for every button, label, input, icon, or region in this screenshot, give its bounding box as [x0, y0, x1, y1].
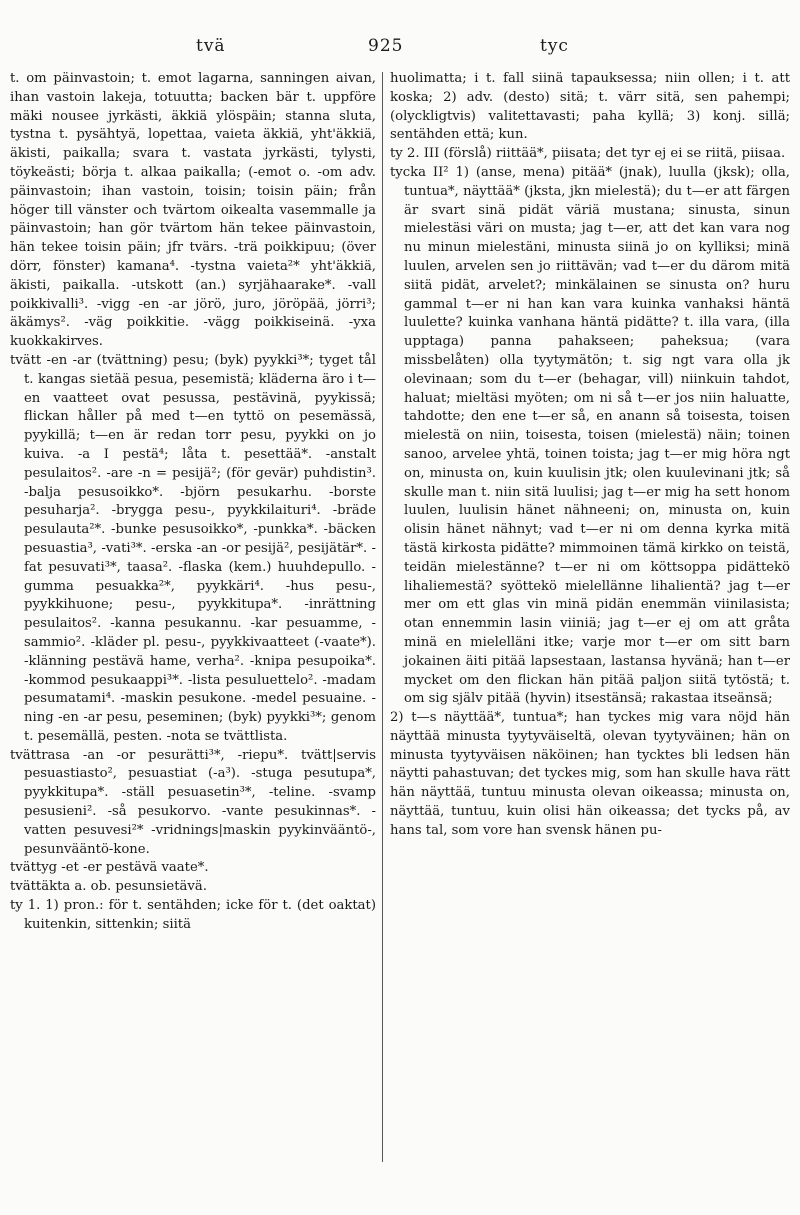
entry-tvattyg: tvättyg -et -er pestävä vaate*.	[10, 860, 209, 876]
entry-tvatt: tvätt -en -ar (tvättning) pesu; (byk) pyykki³*; tyget tål t. kangas sietää pesua, pesemistä; kläderna äro i t—en vaatteet ovat pesussa, pestävinä, pyykissä; flickan håller på med t—en tyttö on pesemässä, pyykillä; t—en är redan torr pesu, pyykki on jo kuiva. -a I pestä⁴; låta t. pesettää*. -anstalt pesulaitos². -are -n = pesijä²; (för gevär) puhdistin³. -balja pesusoikko*. -björn pesukarhu. -borste pesuharja². -brygga pesu-, pyykkilaituri⁴. -bräde pesulauta²*. -bunke pesusoikko*, -punkka*. -bäcken pesuastia³, -vati³*. -erska -an -or pesijä², pesijätär*. -fat pesuvati³*, taasa². -flaska (kem.) huuhdepullo. -gumma pesuakka²*, pyykkäri⁴. -hus pesu-, pyykkihuone; pesu-, pyykkitupa*. -inrättning pesulaitos². -kanna pesukannu. -kar pesuamme, -sammio². -kläder pl. pesu-, pyykkivaatteet (-vaate*). -klänning pestävä hame, verha². -knipa pesupoika*. -kommod pesukaappi³*. -lista pesuluettelo². -madam pesumatami⁴. -maskin pesukone. -medel pesuaine. -ning -en -ar pesu, peseminen; (byk) pyykki³*; genom t. pesemällä, pesten. -nota se tvättlista.	[10, 352, 376, 744]
left-column	[10, 70, 376, 1205]
entry-tycka-sense-2: 2) t—s näyttää*, tuntua*; han tyckes mig vara nöjd hän näyttää minusta tyytyväiseltä, olevan tyytyväinen; hän on minusta tyytyväisen näköinen; han tycktes bli ledsen hän näytti pahastuvan; det tyckes mig, som han skulle hava rätt hän näyttää, tuntuu minusta olevan oikeassa; minusta on, näyttää, tuntuu, kuin olisi hän oikeassa; det tycks på, av hans tal, som vore han svensk hänen pu-	[390, 710, 790, 838]
entry-ty-1-continued: huolimatta; i t. fall siinä tapauksessa; niin ollen; i t. att koska; 2) adv. (desto) sitä; t. värr sitä, sen pahempi; (olyckligtvis) valitettavasti; paha kyllä; 3) konj. sillä; sentähden että; kun.	[390, 71, 790, 143]
page-header	[0, 30, 800, 60]
right-guide-word: tyc	[540, 36, 569, 56]
right-column	[390, 70, 790, 1205]
entry-tycka: tycka II² 1) (anse, mena) pitää* (jnak), luulla (jksk); olla, tuntua*, näyttää* (jksta, jkn mielestä); du t—er att färgen är svart sinä pidät väriä mustana; sinusta, sinun mielestäsi väri on musta; jag t—er, att det kan vara nog nu minun mielestäni, minusta siinä jo on kylliksi; minä luulen, arvelen sen jo riittävän; vad t—er du därom mitä siitä pidät, arvelet?; minkälainen se sinusta on? huru gammal t—er ni han kan vara kuinka vanhaksi häntä luulette? kuinka vanhana häntä pidätte? t. illa vara, (illa upptaga) panna pahakseen; paheksua; (vara missbelåten) olla tyytymätön; t. sig ngt vara olla jk olevinaan; som du t—er (behagar, vill) niinkuin tahdot, haluat; mieltäsi myöten; om ni så t—er jos niin haluatte, tahdotte; den ene t—er så, en anann så toisesta, toisen mielestä on niin, toisesta, toisen (mielestä) näin; toinen sanoo, arvelee yhtä, toinen toista; jag t—er mig höra ngt on, minusta on, kuin kuulisin jtk; olen kuulevinani jtk; så skulle man t. niin sitä luulisi; jag t—er mig ha sett honom luulen, luulisin hänet nähneeni; on, minusta on, kuin olisin hänet nähnyt; vad t—er ni om denna kyrka mitä tästä kirkosta pidätte? mimmoinen tämä kirkko on teistä, teidän mielestänne? t—er ni om köttsoppa pidättekö lihaliemestä? syöttekö mielellänne lihalientä? jag t—er mer om ett glas vin minä pidän enemmän viinilasista; otan ennemmin lasin viiniä; jag t—er ej om att gråta minä en mielelläni itke; varje mor t—er om sitt barn jokainen äiti pitää lapsestaan, lastansa hyvänä; han t—er mycket om den flickan hän pitää paljon siitä tytöstä; t. om sig själv pitää (hyvin) itsestänsä; rakastaa itseänsä;	[390, 164, 790, 707]
column-divider	[382, 72, 383, 1162]
page-number: 925	[368, 36, 404, 56]
entry-ty-1: ty 1. 1) pron.: för t. sentähden; icke för t. (det oaktat) kuitenkin, sittenkin; siitä	[10, 898, 376, 932]
entry-ty-2: ty 2. III (förslå) riittää*, piisata; det tyr ej ei se riitä, piisaa.	[390, 146, 786, 162]
left-guide-word: tvä	[196, 36, 226, 56]
entry-tvattrasa: tvättrasa -an -or pesurätti³*, -riepu*. tvätt|servis pesuastiasto², pesuastiat (-a³). -stuga pesutupa*, pyykkitupa*. -ställ pesuasetin³*, -teline. -svamp pesusieni². -så pesukorvo. -vante pesukinnas*. -vatten pesuvesi²* -vridnings|maskin pyykinvääntö-, pesunvääntö-kone.	[10, 747, 376, 857]
entry-tvar-continued: t. om päinvastoin; t. emot lagarna, sanningen aivan, ihan vastoin lakeja, totuutta; backen bär t. uppföre mäki nousee jyrkästi, äkkiä ylöspäin; stanna sluta, tystna t. pysähtyä, lopettaa, vaieta äkkiä, yht'äkkiä, äkisti, paikalla; svara t. vastata jyrkästi, tylysti, töykeästi; börja t. alkaa paikalla; (-emot o. -om adv. päinvastoin; ihan vastoin, toisin; toisin päin; från höger till vänster och tvärtom oikealta vasemmalle ja päinvastoin; han gör tvärtom hän tekee päinvastoin, hän tekee toisin päin; jfr tvärs. -trä poikkipuu; (över dörr, fönster) kamana⁴. -tystna vaieta²* yht'äkkiä, äkisti, paikalla. -utskott (an.) syrjähaarake*. -vall poikkivalli³. -vigg -en -ar jörö, juro, jöröpää, jörri³; äkämys². -väg poikkitie. -vägg poikkiseinä. -yxa kuokkakirves.	[10, 71, 376, 350]
entry-tvattakta: tvättäkta a. ob. pesunsietävä.	[10, 879, 207, 895]
